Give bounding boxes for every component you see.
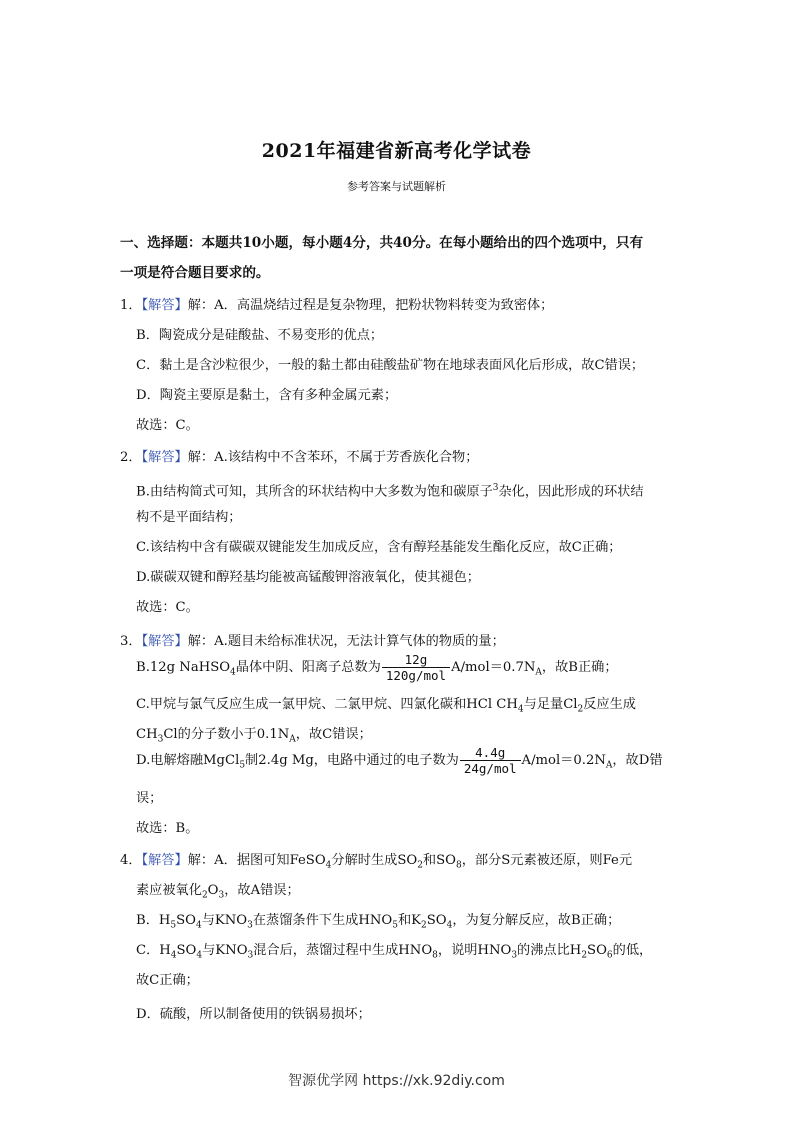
subscript: 4 bbox=[170, 950, 177, 961]
subscript: 8 bbox=[455, 860, 462, 871]
footer-watermark: 智源优学网 https://xk.92diy.com bbox=[288, 1073, 505, 1089]
subscript: 3 bbox=[511, 950, 518, 961]
question-4-line-a2 bbox=[136, 881, 300, 906]
answer-tag: 【解答】 bbox=[141, 450, 188, 465]
question-2-line-d: D.碳碳双键和醇羟基均能被高锰酸钾溶液氧化，使其褪色； bbox=[136, 570, 480, 585]
superscript: 3 bbox=[492, 483, 499, 493]
subscript: 3 bbox=[157, 734, 164, 745]
text-run: 反应生成 bbox=[583, 697, 636, 712]
text-run: 和K bbox=[397, 913, 421, 928]
question-2-line-b1 bbox=[136, 478, 644, 502]
subscript: A bbox=[289, 734, 296, 745]
fraction-numerator: 4.4g bbox=[460, 745, 521, 761]
fraction-denominator: 24g/mol bbox=[463, 761, 517, 776]
subscript: A bbox=[605, 760, 613, 771]
text-run: A/mol＝0.2N bbox=[521, 753, 606, 768]
subscript: 3 bbox=[247, 920, 253, 931]
text-run: A/mol＝0.7N bbox=[451, 660, 536, 675]
question-4-line-a1 bbox=[120, 851, 632, 876]
section-heading-line-1: 一、选择题：本题共10小题，每小题4分，共40分。在每小题给出的四个选项中，只有 bbox=[120, 235, 644, 251]
subscript: 4 bbox=[517, 704, 524, 715]
fraction bbox=[460, 745, 521, 776]
subscript: 2 bbox=[581, 950, 588, 961]
text-run: C．H bbox=[136, 943, 171, 958]
text-run: 分解时生成SO bbox=[331, 853, 418, 868]
question-3-line-b bbox=[136, 652, 618, 688]
question-3-choice: 故选：B。 bbox=[136, 821, 199, 836]
question-1-line-c: C．黏土是含沙粒很少，一般的黏土都由硅酸盐矿物在地球表面风化后形成，故C错误； bbox=[136, 358, 645, 373]
subscript: 8 bbox=[432, 950, 438, 961]
subscript: 2 bbox=[577, 704, 584, 715]
question-number: 3． bbox=[120, 634, 142, 649]
text-run: 与足量Cl bbox=[523, 697, 578, 712]
text-run: B.12g NaHSO bbox=[136, 660, 231, 675]
subscript: 2 bbox=[201, 890, 208, 901]
text-run: ，部分S元素被还原，则Fe元 bbox=[461, 853, 633, 868]
subscript: 2 bbox=[417, 860, 423, 871]
subscript: 3 bbox=[247, 950, 254, 961]
text-run: 的低， bbox=[612, 943, 653, 958]
text-run: 的沸点比H bbox=[517, 943, 582, 958]
answer-tag: 【解答】 bbox=[141, 298, 188, 313]
text-run: 与KNO bbox=[201, 913, 248, 928]
section-heading-line-2: 一项是符合题目要求的。 bbox=[120, 265, 270, 281]
question-3-line-a bbox=[120, 632, 505, 652]
subscript: 5 bbox=[170, 920, 177, 931]
question-4-line-c1 bbox=[136, 941, 652, 966]
fraction bbox=[382, 652, 450, 683]
text-run: ，说明HNO bbox=[437, 943, 512, 958]
fraction-denominator: 120g/mol bbox=[385, 668, 447, 683]
text-run: 解：A．据图可知FeSO bbox=[187, 853, 326, 868]
subscript: 4 bbox=[195, 920, 202, 931]
answer-text: 解：A.该结构中不含苯环，不属于芳香族化合物； bbox=[187, 450, 479, 465]
text-run: 和SO bbox=[422, 853, 456, 868]
text-run: O bbox=[207, 883, 219, 898]
subscript: 4 bbox=[196, 950, 203, 961]
subscript: 3 bbox=[218, 890, 225, 901]
answer-tag: 【解答】 bbox=[141, 853, 188, 868]
question-1-line-a bbox=[120, 296, 553, 316]
subscript: 4 bbox=[325, 860, 332, 871]
question-3-line-c1 bbox=[136, 695, 636, 720]
text-run: SO bbox=[176, 943, 197, 958]
text-run: D.电解熔融MgCl bbox=[136, 753, 240, 768]
text-run: 素应被氧化 bbox=[136, 883, 202, 898]
text-run: C.甲烷与氯气反应生成一氯甲烷、二氯甲烷、四氯化碳和HCl CH bbox=[136, 697, 518, 712]
question-3-line-d2: 误； bbox=[136, 791, 163, 806]
question-3-line-d bbox=[136, 745, 663, 781]
question-number: 1． bbox=[120, 298, 142, 313]
question-number: 4． bbox=[120, 853, 142, 868]
text-run: 制2.4g Mg，电路中通过的电子数为 bbox=[245, 753, 459, 768]
text-run: B.由结构简式可知，其所含的环状结构中大多数为饱和碳原子 bbox=[136, 484, 493, 500]
question-4-line-d: D．硫酸，所以制备使用的铁锅易损坏； bbox=[136, 1007, 371, 1022]
subscript: 4 bbox=[230, 667, 236, 678]
question-4-line-b bbox=[136, 911, 620, 936]
subscript: 2 bbox=[420, 920, 427, 931]
page-title: 2021年福建省新高考化学试卷 bbox=[261, 140, 532, 162]
subscript: 5 bbox=[392, 920, 398, 931]
text-run: ，故D错 bbox=[612, 753, 663, 768]
question-1-line-b: B．陶瓷成分是硅酸盐、不易变形的优点； bbox=[136, 328, 384, 343]
page-subtitle: 参考答案与试题解析 bbox=[347, 180, 446, 193]
text-run: SO bbox=[176, 913, 196, 928]
answer-text: 解：A.题目未给标准状况，无法计算气体的物质的量； bbox=[187, 634, 505, 649]
text-run: ，故A错误； bbox=[224, 883, 300, 898]
subscript: 4 bbox=[446, 920, 453, 931]
question-1-line-d: D．陶瓷主要原是黏土，含有多种金属元素； bbox=[136, 388, 398, 403]
question-4-line-c2: 故C正确； bbox=[136, 973, 199, 988]
question-2-choice: 故选：C。 bbox=[136, 600, 199, 615]
subscript: 5 bbox=[239, 760, 246, 771]
subscript: 6 bbox=[606, 950, 613, 961]
question-2-line-a bbox=[120, 448, 478, 468]
text-run: 在蒸馏条件下生成HNO bbox=[252, 913, 393, 928]
text-run: 与KNO bbox=[202, 943, 248, 958]
text-run: SO bbox=[426, 913, 447, 928]
question-2-line-c: C.该结构中含有碳碳双键能发生加成反应，含有醇羟基能发生酯化反应，故C正确； bbox=[136, 540, 622, 555]
answer-tag: 【解答】 bbox=[141, 634, 188, 649]
text-run: 杂化，因此形成的环状结 bbox=[498, 484, 644, 500]
question-2-line-b2: 构不是平面结构； bbox=[136, 510, 242, 525]
text-run: Cl的分子数小于0.1N bbox=[163, 727, 290, 742]
subscript: A bbox=[535, 667, 542, 678]
text-run: ，为复分解反应，故B正确； bbox=[452, 913, 621, 928]
text-run: 混合后，蒸馏过程中生成HNO bbox=[253, 943, 433, 958]
text-run: B．H bbox=[136, 913, 171, 928]
text-run: SO bbox=[587, 943, 607, 958]
text-run: 晶体中阴、阳离子总数为 bbox=[235, 660, 381, 675]
text-run: ，故C错误； bbox=[295, 727, 372, 742]
answer-text: 解：A．高温烧结过程是复杂物理，把粉状物料转变为致密体； bbox=[187, 298, 554, 313]
text-run: CH bbox=[136, 727, 158, 742]
question-1-choice: 故选：C。 bbox=[136, 418, 199, 433]
question-number: 2． bbox=[120, 450, 142, 465]
text-run: ，故B正确； bbox=[541, 660, 618, 675]
fraction-numerator: 12g bbox=[382, 652, 450, 668]
